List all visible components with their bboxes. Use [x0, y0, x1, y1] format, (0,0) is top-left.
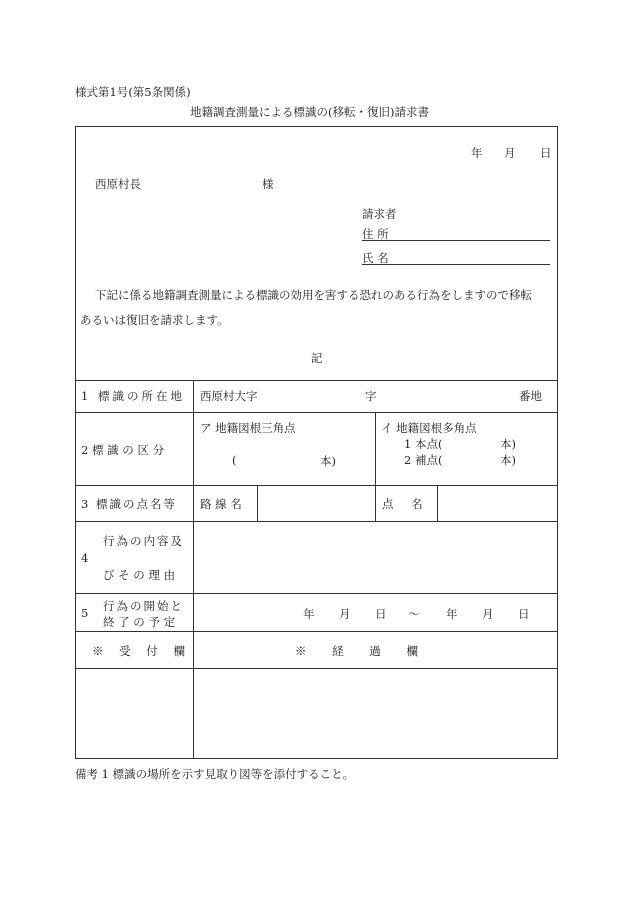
- divider-5: [75, 593, 558, 594]
- location-aza: 字: [365, 389, 377, 403]
- point-name-label: 点 名: [382, 497, 423, 511]
- schedule-month-end: 月: [482, 607, 494, 621]
- row-schedule-line1: 行為の開始と: [103, 599, 184, 613]
- requester-label: 請求者: [362, 207, 397, 221]
- route-label-divider: [257, 485, 258, 521]
- date-month: 月: [504, 146, 516, 160]
- route-name-label: 路 線 名: [200, 497, 242, 511]
- schedule-day-end: 日: [518, 607, 530, 621]
- category-a-close: 本): [320, 454, 336, 468]
- form-title: 地籍調査測量による標識の(移転・復旧)請求書: [190, 105, 429, 119]
- category-i-item2: 2 補点(: [404, 453, 443, 467]
- reception-label: ※ 受 付 欄: [92, 644, 185, 658]
- divider-3: [75, 485, 558, 486]
- schedule-year-start: 年: [303, 607, 315, 621]
- location-banchi: 番地: [519, 389, 542, 403]
- row-activity-line1: 行為の内容及: [103, 534, 184, 548]
- category-divider: [375, 412, 376, 485]
- divider-7: [75, 668, 558, 669]
- row-schedule-num: 5: [81, 606, 89, 620]
- requester-name-label: 氏 名: [362, 251, 389, 265]
- divider-2: [75, 412, 558, 413]
- divider-4: [75, 521, 558, 522]
- category-i-title: イ 地籍図根多角点: [381, 421, 477, 435]
- category-i-item2-close: 本): [500, 453, 516, 467]
- addressee-honorific: 様: [262, 177, 274, 191]
- form-number: 様式第1号(第5条関係): [75, 85, 191, 99]
- category-a-title: ア 地籍図根三角点: [200, 421, 296, 435]
- divider-1: [75, 380, 558, 381]
- ki-mark: 記: [311, 351, 323, 365]
- progress-label: ※ 経 過 欄: [295, 644, 418, 658]
- row-activity-line2: び そ の 理 由: [103, 568, 176, 582]
- schedule-day-start: 日: [375, 607, 387, 621]
- category-i-item1: 1 本点(: [404, 437, 443, 451]
- addressee-name: 西原村長: [95, 177, 141, 191]
- date-year: 年: [471, 146, 483, 160]
- row-location-label: 1 標識の所在地: [81, 389, 185, 403]
- divider-6: [75, 631, 558, 632]
- requester-address-label: 住 所: [362, 227, 389, 241]
- address-underline: [362, 240, 550, 241]
- footer-note: 備考 1 標識の場所を示す見取り図等を添付すること。: [75, 767, 355, 781]
- point-name-divider: [375, 485, 376, 521]
- name-underline: [362, 264, 550, 265]
- label-column-divider: [193, 380, 194, 759]
- row-category-label: 2 標 識 の 区 分: [81, 443, 165, 457]
- row-activity-num: 4: [81, 551, 89, 565]
- row-point-name-label: 3 標識の点名等: [81, 497, 177, 511]
- point-label-divider: [437, 485, 438, 521]
- schedule-tilde: 〜: [408, 607, 420, 621]
- schedule-year-end: 年: [446, 607, 458, 621]
- row-schedule-line2: 終 了 の 予 定: [103, 615, 176, 629]
- location-prefix: 西原村大字: [200, 389, 258, 403]
- body-line1: 下記に係る地籍調査測量による標識の効用を害する恐れのある行為をしますので移転: [95, 288, 532, 302]
- body-line2: あるいは復旧を請求します。: [80, 313, 229, 327]
- category-a-open: (: [232, 453, 237, 467]
- schedule-month-start: 月: [339, 607, 351, 621]
- category-i-item1-close: 本): [500, 437, 516, 451]
- date-day: 日: [540, 146, 552, 160]
